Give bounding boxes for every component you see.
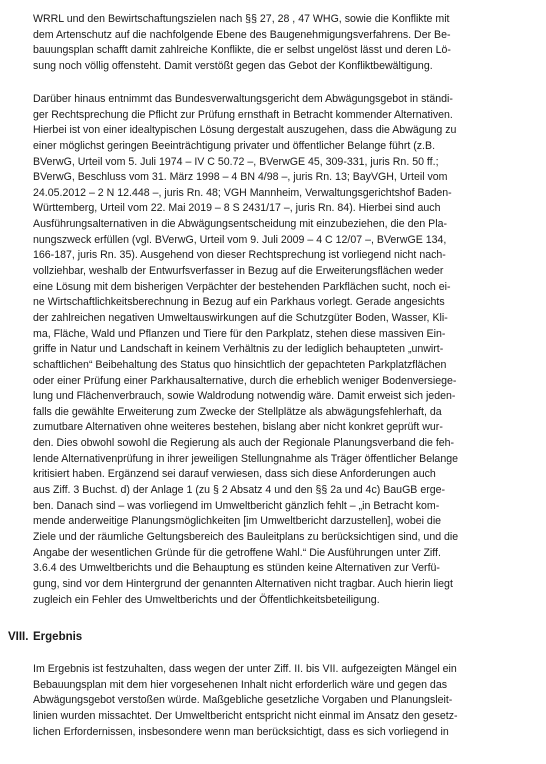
text-line: 3.6.4 des Umweltberichts und die Behauptung es stünden keine Alternativen zur Verfü- xyxy=(33,562,440,575)
text-line: eine Lösung mit dem bisherigen Verpächter der bestehenden Parkflächen sucht, noch ei- xyxy=(33,280,451,293)
text-line: ben. Danach sind – was vorliegend im Umweltbericht gänzlich fehlt – „in Betracht kom- xyxy=(33,499,440,512)
text-line: ma, Fläche, Wald und Pflanzen und Tiere für den Parkplatz, stehen diese massiven Ein- xyxy=(33,327,446,340)
text-line: vollziehbar, weshalb der Entwurfsverfasser in Bezug auf die Erweiterungsflächen weder xyxy=(33,265,444,278)
text-line: zugleich ein Fehler des Umweltberichts und der Öffentlichkeitsbeteiligung. xyxy=(33,593,380,606)
text-line: Abwägungsgebot verstoßen würde. Maßgebliche gesetzliche Vorgaben und Planungsleit- xyxy=(33,694,453,707)
text-line: nungszweck erfüllen (vgl. BVerwG, Urteil vom 9. Juli 2009 – 4 C 12/07 –, BVerwGE 134, xyxy=(33,233,447,246)
text-line: BVerwG, Urteil vom 5. Juli 1974 – IV C 50.72 –, BVerwGE 45, 309-331, juris Rn. 50 ff.; xyxy=(33,155,439,168)
text-line: Im Ergebnis ist festzuhalten, dass wegen der unter Ziff. II. bis VII. aufgezeigten Mängel ein xyxy=(33,663,457,675)
text-line: dem Artenschutz auf die nachfolgende Ebene des Baugenehmigungsverfahrens. Der Be- xyxy=(33,28,451,41)
text-line: Ausführungsalternativen in die Abwägungsentscheidung mit einzubeziehen, die den Pla- xyxy=(33,218,448,231)
text-line: Bebauungsplan mit dem hier vorgesehenen Inhalt nicht erforderlich wäre und gegen das xyxy=(33,678,448,691)
text-line: griffe in Natur und Landschaft in keinem Verhältnis zu der lediglich behaupteten „unwirt- xyxy=(33,343,444,356)
text-line: sung noch völlig offensteht. Damit verstößt gegen das Gebot der Konfliktbewältigung. xyxy=(33,59,433,72)
text-line: lung und Flächenverbrauch, sowie Waldrodung notwendig wäre. Damit erweist sich jeden- xyxy=(33,390,456,403)
text-line: ne Wirtschaftlichkeitsberechnung in Bezug auf ein Parkhaus vorlegt. Gerade angesichts xyxy=(33,296,445,309)
text-line: linien wurden missachtet. Der Umweltbericht entspricht nicht einmal im Ansatz den gesetz- xyxy=(33,709,458,722)
text-line: kritisiert haben. Ergänzend sei darauf verwiesen, dass sich diese Anforderungen auch xyxy=(33,468,436,481)
text-line: gung, sind vor dem Hintergrund der genannten Alternativen nicht tragbar. Auch hierin liegt xyxy=(33,577,453,590)
text-line: 24.05.2012 – 2 N 12.448 –, juris Rn. 48; VGH Mannheim, Verwaltungsgerichtshof Baden- xyxy=(33,186,452,199)
paragraph-konfliktbewaeltigung xyxy=(33,12,523,75)
text-line: Ziele und der räumliche Geltungsbereich des Bauleitplans zu berücksichtigen sind, und die xyxy=(33,530,459,543)
text-line: Angabe der wesentlichen Gründe für die getroffene Wahl.“ Die Ausführungen unter Ziff. xyxy=(33,546,441,559)
section-number: VIII. xyxy=(8,631,29,643)
text-line: einer möglichst geringen Beeinträchtigung privater und öffentlicher Belange führt (z.B. xyxy=(33,139,436,152)
text-line: Württemberg, Urteil vom 22. Mai 2019 – 8 S 2431/17 –, juris Rn. 84). Hierbei sind auch xyxy=(33,202,441,215)
paragraph-ergebnis xyxy=(33,662,523,740)
text-line: lende Alternativenprüfung in ihrer jeweiligen Stellungnahme als Träger öffentlicher Belange xyxy=(33,452,459,465)
text-line: den. Dies obwohl sowohl die Regierung als auch der Regionale Planungsverband die feh- xyxy=(33,437,455,450)
text-line: der zahlreichen negativen Umweltauswirkungen auf die Schutzgüter Boden, Wasser, Kli- xyxy=(33,311,448,324)
paragraph-alternativenpruefung xyxy=(33,92,523,608)
text-line: schaftlichen“ Beibehaltung des Status quo hinsichtlich der gepachteten Parkplatzflächen xyxy=(33,358,447,371)
text-line: falls die gewählte Erweiterung zum Zwecke der Stellplätze als abwägungsfehlerhaft, da xyxy=(33,405,442,418)
text-line: BVerwG, Beschluss vom 31. März 1998 – 4 BN 4/98 –, juris Rn. 13; BayVGH, Urteil vom xyxy=(33,171,448,184)
text-line: aus Ziff. 3 Buchst. d) der Anlage 1 (zu § 2 Absatz 4 und den §§ 2a und 4c) BauGB erge- xyxy=(33,484,446,497)
text-line: 166-187, juris Rn. 35). Ausgehend von dieser Rechtsprechung ist vorliegend nicht nach- xyxy=(33,249,446,262)
text-line: mende anderweitige Planungsmöglichkeiten [im Umweltbericht darzustellen], wobei die xyxy=(33,515,442,528)
text-line: Darüber hinaus entnimmt das Bundesverwaltungsgericht dem Abwägungsgebot in ständi- xyxy=(33,93,453,105)
text-line: oder einer Prüfung einer Parkhausalternative, durch die erheblich weniger Bodenversiege- xyxy=(33,374,457,387)
section-heading xyxy=(0,628,546,646)
text-line: bauungsplan schafft damit zahlreiche Konflikte, die er selbst ungelöst lässt und deren Lö- xyxy=(33,44,451,57)
text-line: Hierbei ist von einer idealtypischen Lösung dergestalt auszugehen, dass die Abwägung zu xyxy=(33,124,457,137)
text-line: zumutbare Alternativen ohne weiteres bestehen, bislang aber nicht konkret geprüft wur- xyxy=(33,421,443,434)
text-line: WRRL und den Bewirtschaftungszielen nach §§ 27, 28 , 47 WHG, sowie die Konflikte mit xyxy=(33,13,450,25)
text-line: lichen Erfordernissen, insbesondere wenn man berücksichtigt, dass es sich vorliegend in xyxy=(33,725,449,738)
section-title: Ergebnis xyxy=(33,631,83,643)
text-line: ger Rechtsprechung die Pflicht zur Prüfung ernsthaft in Betracht kommender Alternativen. xyxy=(33,108,453,121)
